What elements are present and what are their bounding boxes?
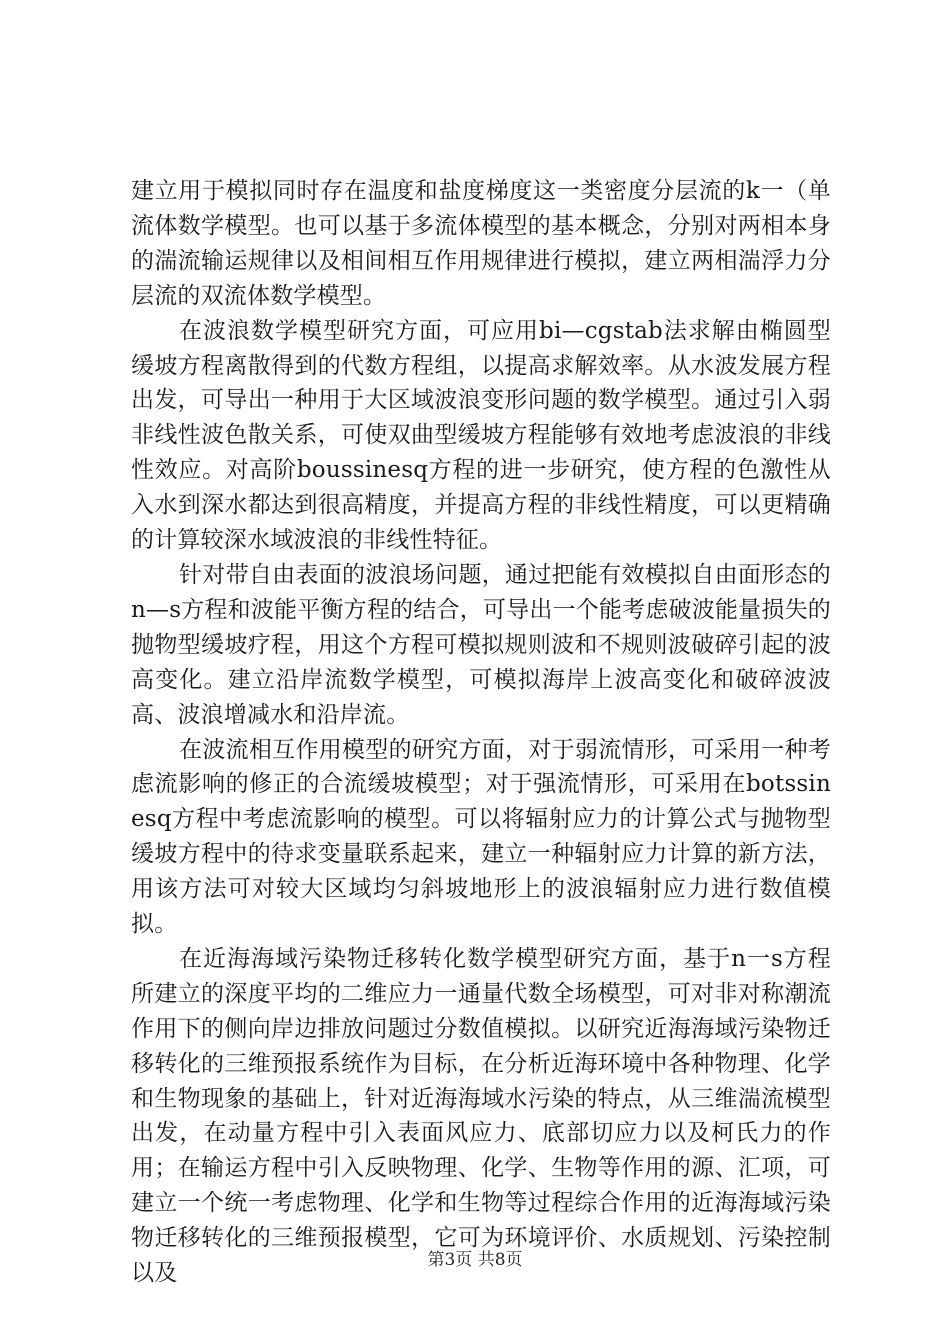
paragraph-3: 针对带自由表面的波浪场问题，通过把能有效模拟自由面形态的n—s方程和波能平衡方程的结合，可导出一个能考虑破波能量损失的抛物型缓坡疗程，用这个方程可模拟规则波和不规则波破碎引起的波高变化。建立沿岸流数学模型，可模拟海岸上波高变化和破碎波波高、波浪增减水和沿岸流。 — [131, 561, 831, 728]
document-body — [131, 174, 831, 1291]
paragraph-1: 建立用于模拟同时存在温度和盐度梯度这一类密度分层流的k一（单流体数学模型。也可以基于多流体模型的基本概念，分别对两相本身的湍流输运规律以及相间相互作用规律进行模拟，建立两相湍浮力分层流的双流体数学模型。 — [131, 178, 831, 309]
page-number-footer: 第3页 共8页 — [427, 1250, 523, 1270]
paragraph-2: 在波浪数学模型研究方面，可应用bi—cgstab法求解由椭圆型缓坡方程离散得到的代数方程组，以提高求解效率。从水波发展方程出发，可导出一种用于大区域波浪变形问题的数学模型。通过引入弱非线性波色散关系，可使双曲型缓坡方程能够有效地考虑波浪的非线性效应。对高阶boussinesq方程的进一步研究，使方程的色激性从入水到深水都达到很高精度，并提高方程的非线性精度，可以更精确的计算较深水域波浪的非线性特征。 — [131, 317, 831, 554]
paragraph-4: 在波流相互作用模型的研究方面，对于弱流情形，可采用一种考虑流影响的修正的合流缓坡模型；对于强流情形，可采用在botssinesq方程中考虑流影响的模型。可以将辐射应力的计算公式与抛物型缓坡方程中的待求变量联系起来，建立一种辐射应力计算的新方法，用该方法可对较大区域均匀斜坡地形上的波浪辐射应力进行数值模拟。 — [131, 736, 831, 938]
paragraph-5: 在近海海域污染物迁移转化数学模型研究方面，基于n一s方程所建立的深度平均的二维应力一通量代数全场模型，可对非对称潮流作用下的侧向岸边排放问题过分数值模拟。以研究近海海域污染物迁移转化的三维预报系统作为目标，在分析近海环境中各种物理、化学和生物现象的基础上，针对近海海域水污染的特点，从三维湍流模型出发，在动量方程中引入表面风应力、底部切应力以及柯氏力的作用；在输运方程中引入反映物理、化学、生物等作用的源、汇项，可建立一个统一考虑物理、化学和生物等过程综合作用的近海海域污染物迁移转化的三维预报模型，它可为环境评价、水质规划、污染控制以及 — [131, 945, 831, 1287]
